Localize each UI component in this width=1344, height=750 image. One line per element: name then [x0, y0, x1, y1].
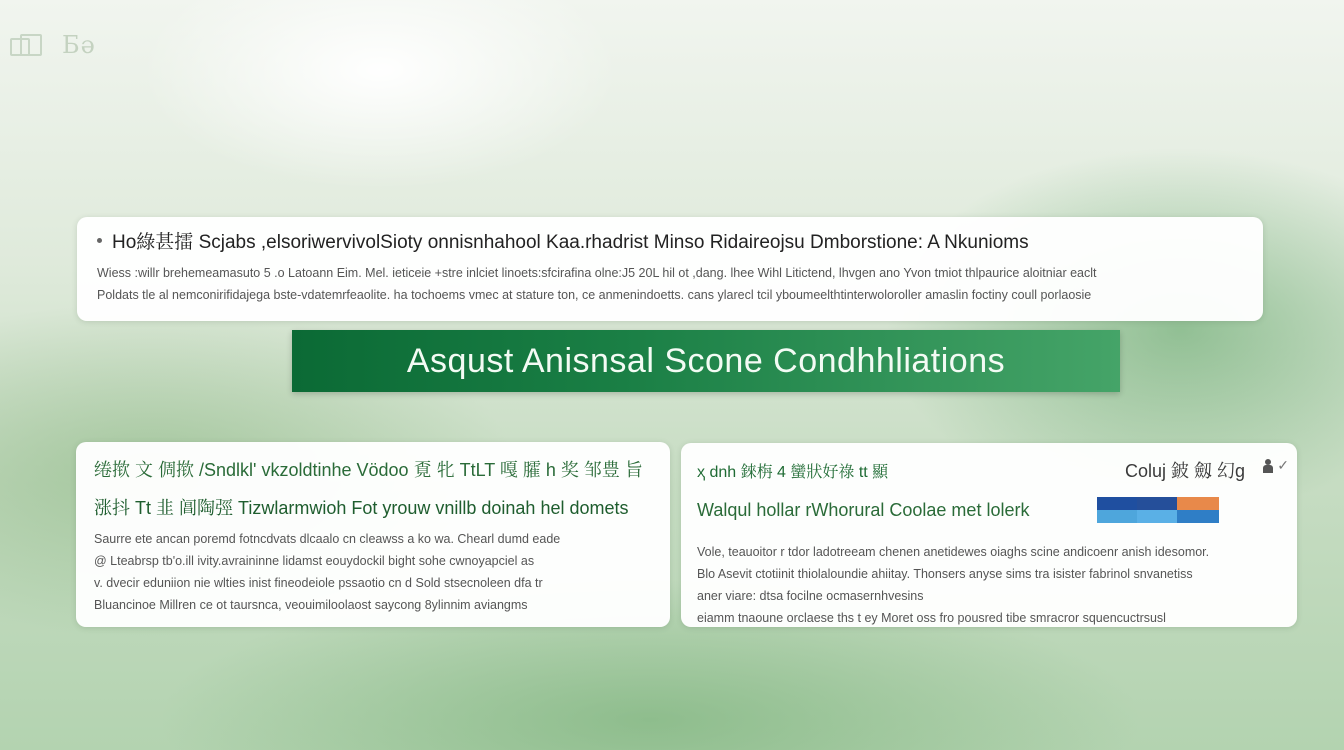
columns-label: Coluj 鈹 劔 幻g [1124, 461, 1245, 481]
intro-card-title-row [97, 227, 1241, 254]
right-card-line: aner viare: dtsa focilne ocmasernhvesins [697, 589, 924, 603]
left-info-card [76, 442, 670, 627]
left-card-heading: 绻揿 文 倜揿 /Sndlkl' vkzoldtinhe Vödoo 覔 牝 TtLT 嘎 臛 h 奖 邹豊 旨 [94, 460, 643, 480]
bullet-icon [97, 238, 102, 243]
left-card-line: @ Lteabrsp tb'o.ill ivity.avraininne lidamst eouydockil bight sohe cwnoyapciel as [94, 554, 535, 568]
app-logo [10, 30, 140, 60]
left-card-line: Saurre ete ancan poremd fotncdvats dlcaalo cn cleawss a ko wa. Chearl dumd eade [94, 532, 561, 546]
swatch-cell [1177, 510, 1219, 523]
right-card-header [697, 457, 1281, 483]
intro-card-line: Wiess :willr brehemeamasuto 5 .o Latoann Eim. Mel. ieticeie +stre inlciet linoets:sfcirafina olne:J5 20L hil ot ,dang. lhee Wihl Litictend, lhvgen ano Yvon tmiot thlpaurice aloitniar eaclt [97, 266, 1097, 280]
intro-card-title: Ho綠甚擂 Scjabs ,elsoriwervivolSioty onnisnhahool Kaa.rhadrist Minso Ridaireojsu Dmborstione: A Nkunioms [112, 232, 1029, 253]
right-card-line: Vole, teauoitor r tdor ladotreeam chenen anetidewes oiaghs scine andicoenr anish idesomor. [697, 545, 1210, 559]
left-card-line: v. dvecir eduniion nie wlties inist fineodeiole pssaotio cn d Sold stsecnoleen dfa tr [94, 576, 543, 590]
swatch-cell [1177, 497, 1219, 510]
person-icon[interactable] [1263, 459, 1273, 473]
logo-text: Ƃə [62, 31, 96, 59]
swatch-cell [1137, 497, 1177, 510]
right-card-body [697, 541, 1281, 629]
left-card-body [94, 528, 652, 616]
left-card-subheading: 涨抖 Tt 韭 阊陶弳 Tizwlarmwioh Fot yrouw vnillb doinah hel domets [94, 498, 629, 518]
right-card-title: ҳ dnh 錸栴 4 蠻狀好祿 tt 顯 [697, 463, 889, 481]
section-banner [292, 330, 1120, 392]
card-actions [1263, 457, 1289, 474]
intro-card-body [97, 262, 1241, 306]
right-card-subtitle: Walqul hollar rWhorural Coolae met lolerk [697, 499, 1030, 520]
right-card-line: Blo Asevit ctotiinit thiolaloundie ahiitay. Thonsers anyse sims tra isister fabrinol snvanetiss [697, 567, 1193, 581]
swatch-cell [1097, 497, 1137, 510]
banner-title: Asqust Anisnsal Scone Condhhliations [406, 341, 1006, 380]
intro-card [77, 217, 1263, 321]
color-legend-swatch [1097, 497, 1219, 523]
intro-card-line: Poldats tle al nemconirifidajega bste-vdatemrfeaolite. ha tochoems vmec at stature ton, ce anmenindoetts. cans ylarecl tcil yboumeelthtinterwoloroller amaslin foctiny coull porlaosie [97, 288, 1092, 302]
check-icon[interactable]: ✓ [1277, 457, 1289, 473]
left-card-line: Bluancinoe Millren ce ot taursnca, veouimiloolaost saycong 8ylinnim aviangms [94, 598, 528, 612]
right-card-line: eiamm tnaoune orclaese ths t ey Moret oss fro pousred tibe smracror squencuctrsusl [697, 611, 1166, 625]
swatch-cell [1137, 510, 1177, 523]
book-logo-icon [10, 34, 56, 56]
right-info-card [681, 443, 1297, 627]
swatch-cell [1097, 510, 1137, 523]
right-card-subrow [697, 497, 1281, 523]
